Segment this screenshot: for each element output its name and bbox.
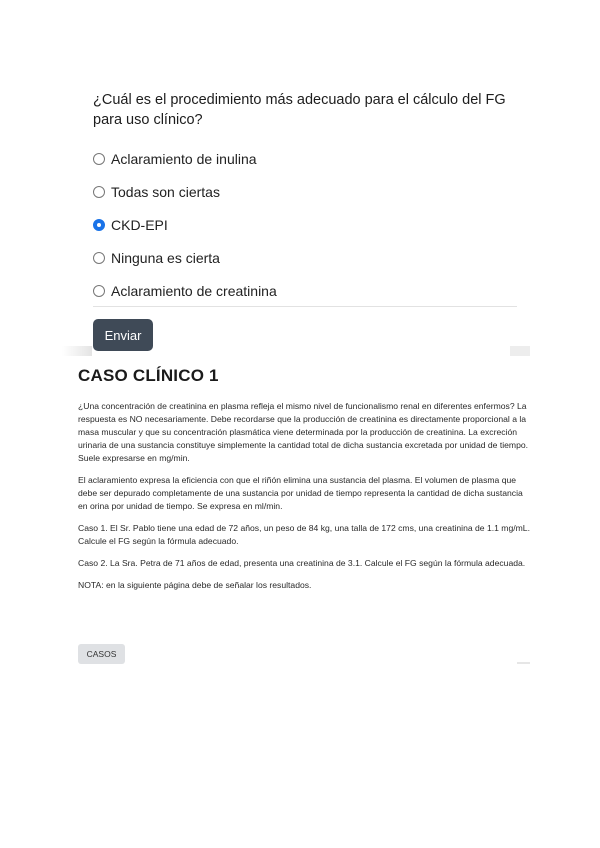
option-ckd-epi[interactable] bbox=[93, 208, 523, 241]
submit-button[interactable]: Enviar bbox=[93, 319, 153, 351]
case-paragraph: El aclaramiento expresa la eficiencia con que el riñón elimina una sustancia del plasma. El volumen de plasma que debe ser depurado completamente de una sustancia por unidad de tiempo representa la cantidad de dicha sustancia en orina por unidad de tiempo. Se expresa en ml/min. bbox=[78, 475, 523, 511]
option-todas-ciertas[interactable] bbox=[93, 175, 523, 208]
radio-unchecked-icon[interactable] bbox=[93, 153, 105, 165]
answer-options bbox=[93, 142, 523, 307]
case-title: CASO CLÍNICO 1 bbox=[78, 366, 219, 385]
option-label: Ninguna es cierta bbox=[111, 249, 220, 266]
question-text: ¿Cuál es el procedimiento más adecuado para el cálculo del FG para uso clínico? bbox=[93, 92, 506, 128]
radio-unchecked-icon[interactable] bbox=[93, 186, 105, 198]
case-paragraph: Caso 2. La Sra. Petra de 71 años de edad, presenta una creatinina de 3.1. Calcule el FG según la fórmula adecuada. bbox=[78, 558, 526, 568]
divider bbox=[93, 306, 517, 307]
option-label: Todas son ciertas bbox=[111, 183, 220, 200]
option-aclaramiento-creatinina[interactable] bbox=[93, 274, 523, 307]
clinical-case-section bbox=[78, 362, 530, 601]
option-aclaramiento-inulina[interactable] bbox=[93, 142, 523, 175]
page-edge-shadow bbox=[62, 346, 92, 356]
radio-unchecked-icon[interactable] bbox=[93, 252, 105, 264]
option-ninguna-cierta[interactable] bbox=[93, 241, 523, 274]
option-label: Aclaramiento de inulina bbox=[111, 150, 257, 167]
casos-button[interactable]: CASOS bbox=[78, 644, 125, 664]
radio-checked-icon[interactable] bbox=[93, 219, 105, 231]
option-label: Aclaramiento de creatinina bbox=[111, 282, 277, 299]
radio-unchecked-icon[interactable] bbox=[93, 285, 105, 297]
page-edge-shadow bbox=[510, 346, 530, 356]
case-paragraph: Caso 1. El Sr. Pablo tiene una edad de 72 años, un peso de 84 kg, una talla de 172 cms, una creatinina de 1.1 mg/mL. Calcule el FG según la fórmula adecuado. bbox=[78, 523, 530, 546]
case-note: NOTA: en la siguiente página debe de señalar los resultados. bbox=[78, 580, 312, 590]
case-paragraph: ¿Una concentración de creatinina en plasma refleja el mismo nivel de funcionalismo renal en diferentes enfermos? La respuesta es NO necesariamente. Debe recordarse que la producción de creatinina es directamente proporcional a la masa muscular y que su concentración plasmática viene determinada por la producción de creatinina. La excreción urinaria de una sustancia constituye simplemente la cantidad total de dicha sustancia excretada por unidad de tiempo. Suele expresarse en mg/min. bbox=[78, 401, 529, 463]
page-edge-shadow bbox=[517, 662, 530, 664]
option-label: CKD-EPI bbox=[111, 216, 168, 233]
